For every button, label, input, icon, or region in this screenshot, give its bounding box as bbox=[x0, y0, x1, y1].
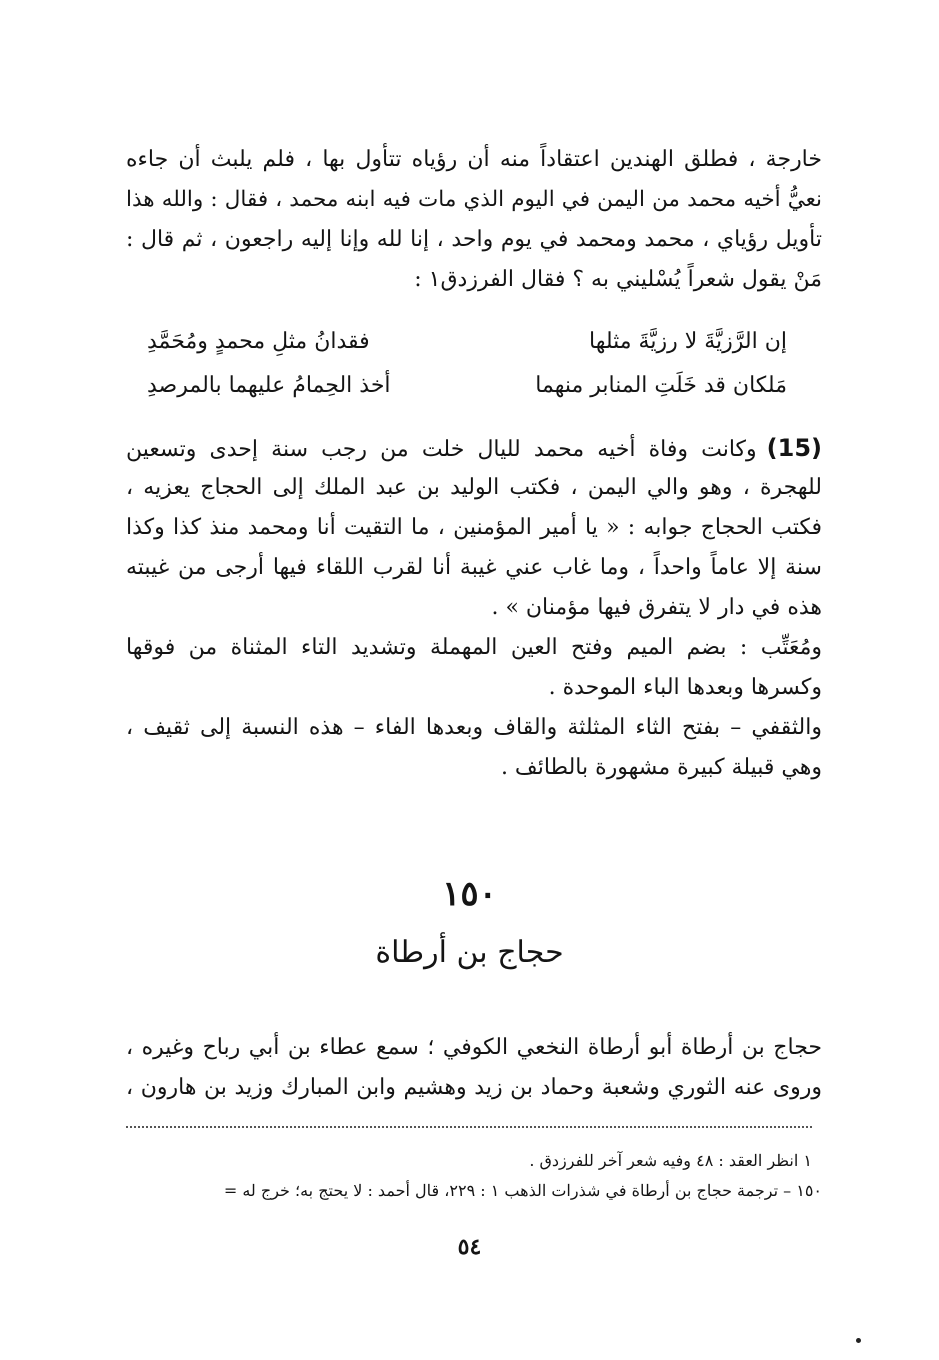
note-thaqafi bbox=[126, 708, 822, 788]
footnote-divider bbox=[126, 1126, 812, 1128]
paragraph-line bbox=[126, 428, 822, 468]
paragraph-line: خارجة ، فطلق الهندين اعتقاداً منه أن رؤياه تتأول بها ، فلم يلبث أن جاءه bbox=[126, 147, 822, 172]
page-number: ٥٤ bbox=[457, 1234, 482, 1260]
poem bbox=[147, 320, 787, 408]
paragraph-line: وكسرها وبعدها الباء الموحدة . bbox=[548, 675, 822, 700]
poem-verse bbox=[147, 364, 787, 408]
paragraph-line: مَنْ يقول شعراً يُسْليني به ؟ فقال الفرزدق١ : bbox=[414, 267, 822, 292]
verse-second-hemistich: فقدانُ مثلِ محمدٍ ومُحَمَّدِ bbox=[147, 329, 370, 354]
paragraph-line: ومُعَتِّب : بضم الميم وفتح العين المهملة وتشديد التاء المثناة من فوقها bbox=[126, 635, 822, 660]
paragraph-line: وروى عنه الثوري وشعبة وحماد بن زيد وهشيم وابن المبارك وزيد بن هارون ، bbox=[126, 1075, 822, 1100]
paragraph-line: وهي قبيلة كبيرة مشهورة بالطائف . bbox=[500, 755, 822, 780]
paragraph-line: سنة إلا عاماً واحداً ، وما غاب عني غيبة أنا لقرب اللقاء فيها أرجى من غيبته bbox=[126, 555, 822, 580]
paragraph-line: نعيُّ أخيه محمد من اليمن في اليوم الذي مات فيه ابنه محمد ، فقال : والله هذا bbox=[126, 187, 822, 212]
note-muattib bbox=[126, 628, 822, 708]
footnote: ١ انظر العقد : ٤٨ وفيه شعر آخر للفرزدق . bbox=[529, 1151, 812, 1170]
ink-dot bbox=[856, 1338, 861, 1343]
paragraph-line: هذه في دار لا يتفرق فيها مؤمنان » . bbox=[491, 595, 822, 620]
footnote: ١٥٠ – ترجمة حجاج بن أرطاة في شذرات الذهب ١ : ٢٢٩، قال أحمد : لا يحتج به؛ خرج له = bbox=[223, 1181, 822, 1200]
paragraph-line: للهجرة ، وهو والي اليمن ، فكتب الوليد بن عبد الملك إلى الحجاج يعزيه ، bbox=[126, 475, 822, 500]
note-text: وكانت وفاة أخيه محمد لليال خلت من رجب سنة إحدى وتسعين bbox=[126, 437, 757, 462]
paragraph-line: حجاج بن أرطاة أبو أرطاة النخعي الكوفي ؛ سمع عطاء بن أبي رباح وغيره ، bbox=[126, 1035, 822, 1060]
poem-verse bbox=[147, 320, 787, 364]
verse-first-hemistich: مَلكان قد خَلَتِ المنابر منهما bbox=[535, 373, 787, 398]
biography-title: حجاج بن أرطاة bbox=[375, 935, 564, 970]
verse-second-hemistich: أخذ الحِمامُ عليهما بالمرصدِ bbox=[147, 373, 391, 398]
note-number: (15) bbox=[766, 434, 822, 462]
paragraph-line: والثقفي – بفتح الثاء المثلثة والقاف وبعدها الفاء – هذه النسبة إلى ثقيف ، bbox=[126, 715, 822, 740]
biography-paragraph bbox=[126, 1028, 822, 1108]
note-15 bbox=[126, 428, 822, 628]
top-paragraph bbox=[126, 140, 822, 300]
paragraph-line: تأويل رؤياي ، محمد ومحمد في يوم واحد ، إنا لله وإنا إليه راجعون ، ثم قال : bbox=[126, 227, 822, 252]
verse-first-hemistich: إن الرَّزيَّةَ لا رزيَّةَ مثلها bbox=[589, 329, 787, 354]
paragraph-line: فكتب الحجاج جوابه : « يا أمير المؤمنين ، ما التقيت أنا ومحمد منذ كذا وكذا bbox=[126, 515, 822, 540]
footnotes bbox=[126, 1146, 822, 1206]
biography-number: ١٥٠ bbox=[442, 874, 497, 914]
